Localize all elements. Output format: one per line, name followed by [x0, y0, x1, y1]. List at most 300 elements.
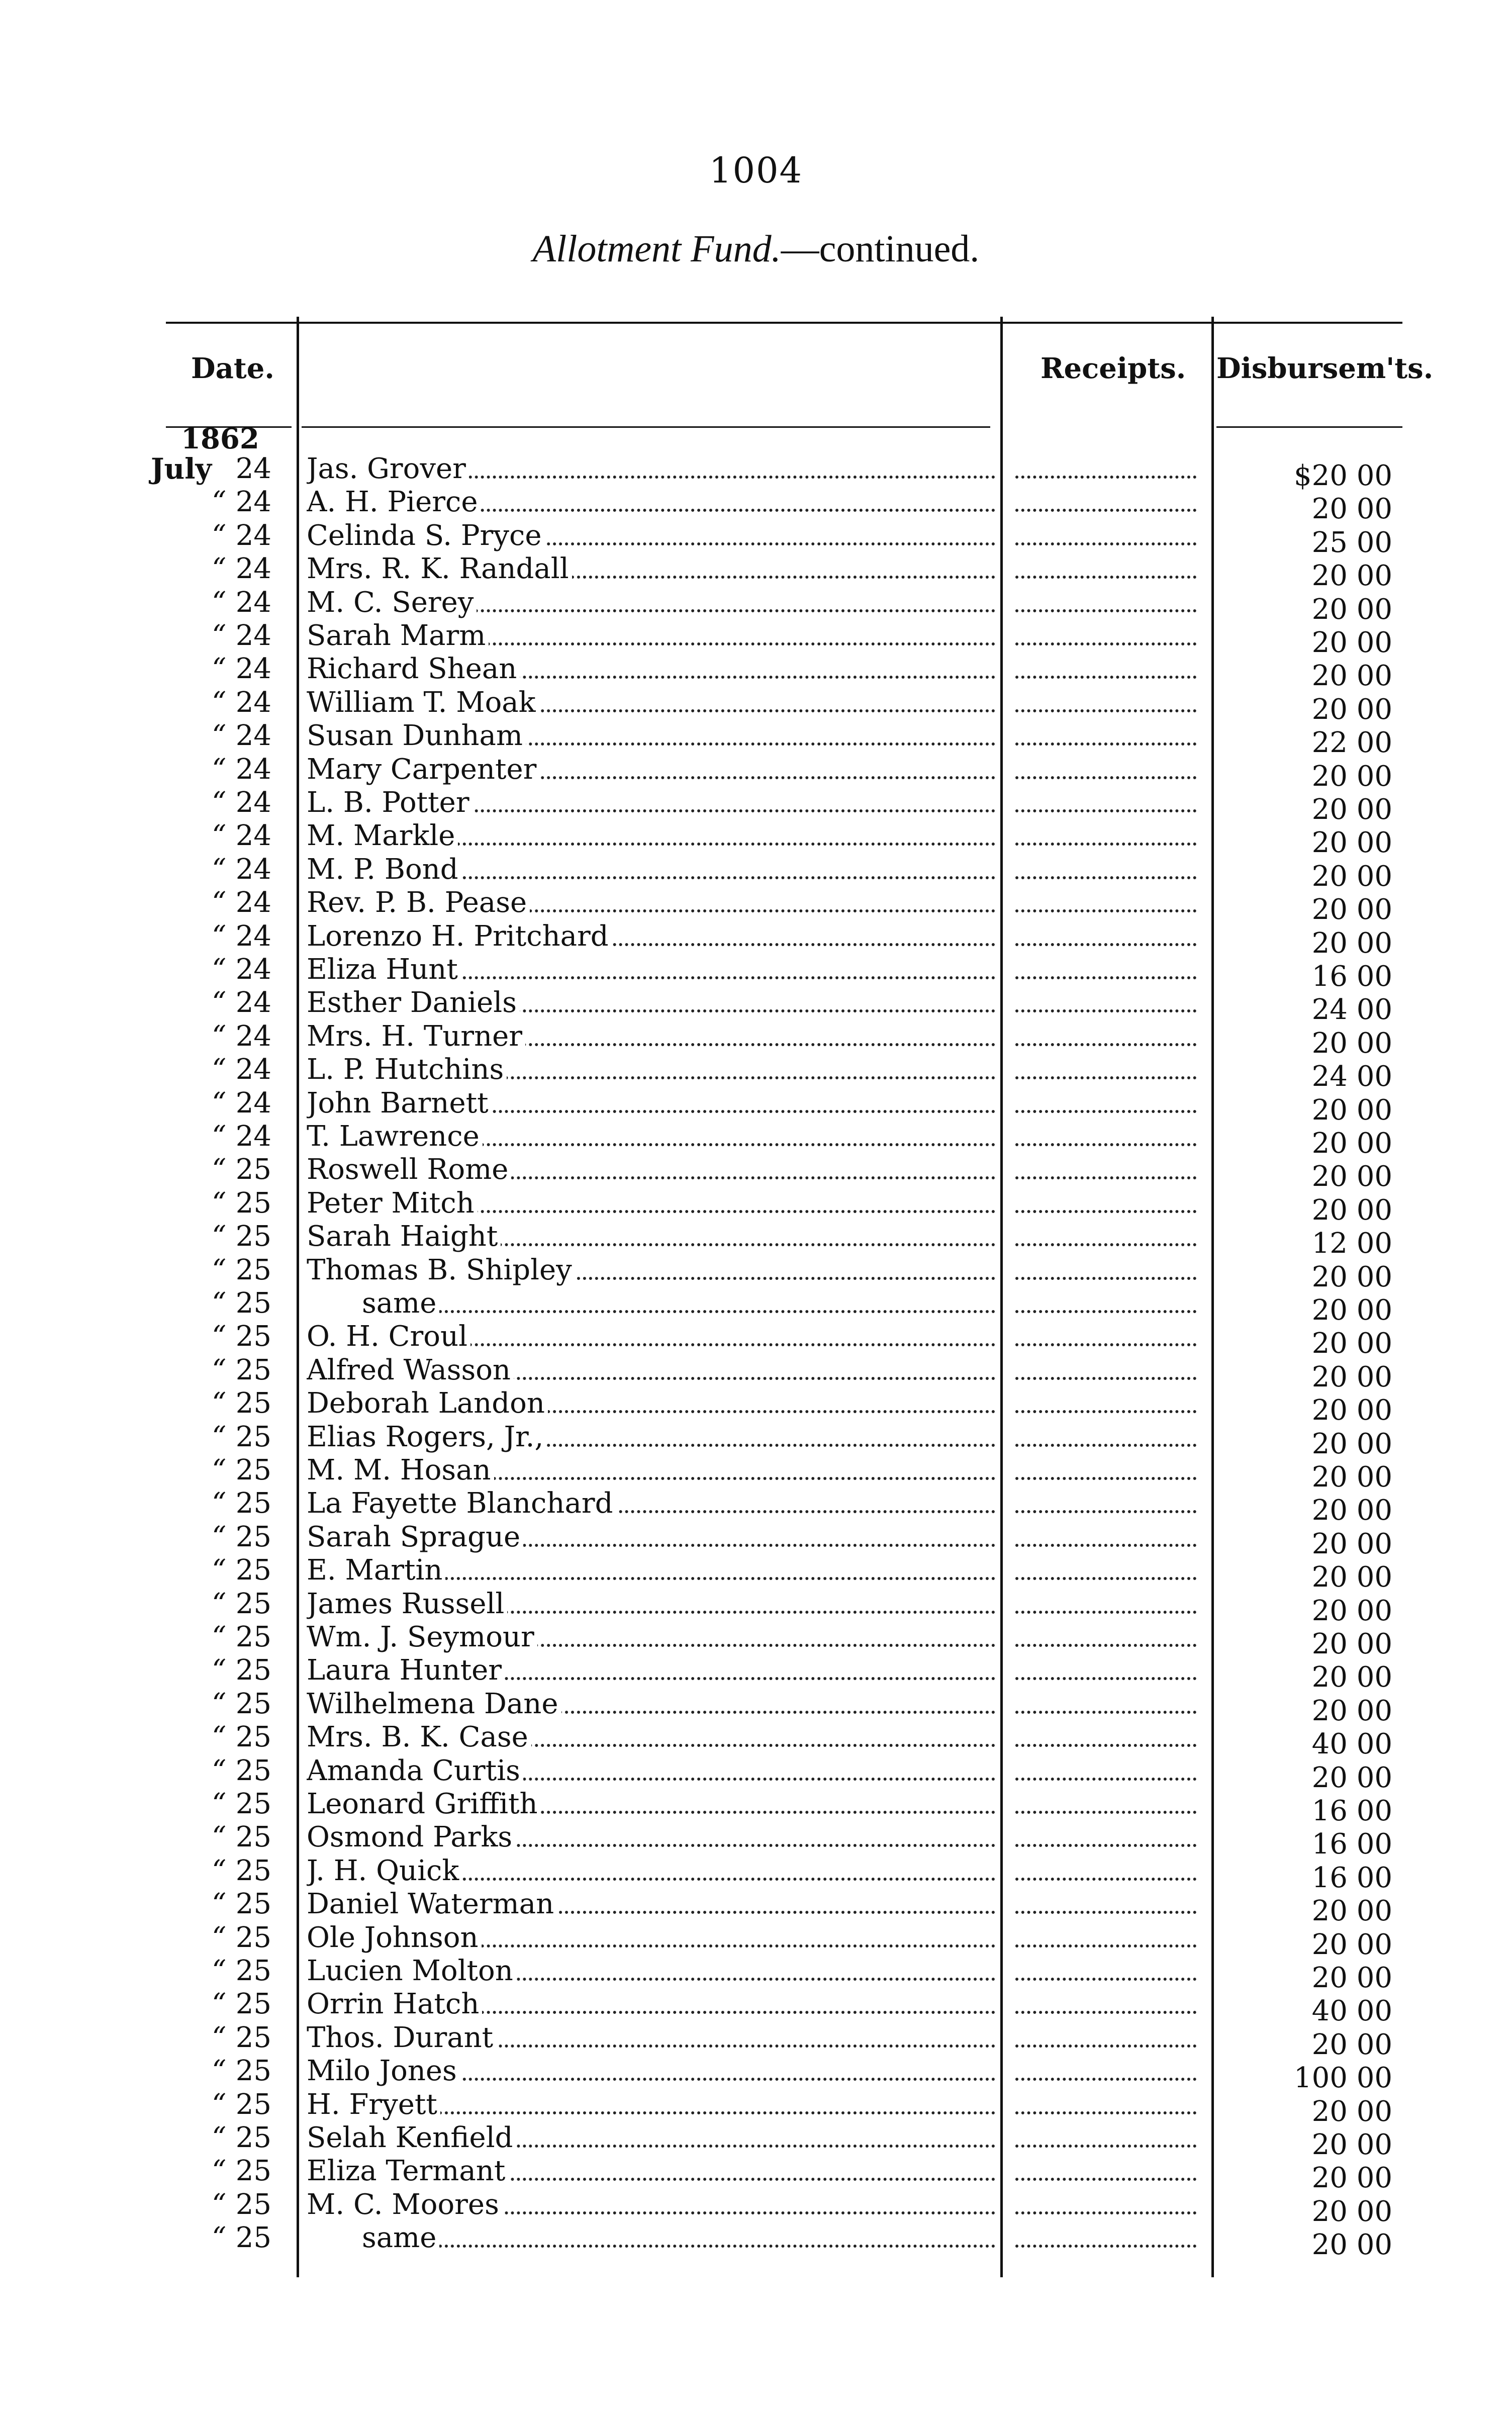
date-cell [151, 1721, 276, 1754]
day-cell: 24 [235, 886, 271, 919]
payee-cell [307, 452, 995, 486]
dot-leader [1015, 609, 1196, 612]
disbursement-amount: 20 00 [1311, 1595, 1392, 1627]
day-cell: 25 [235, 2088, 271, 2121]
month-cell: “ [212, 1454, 226, 1487]
month-cell: “ [212, 786, 226, 819]
payee-name: Roswell Rome [307, 1153, 511, 1186]
disbursement-amount: 20 00 [1311, 760, 1392, 793]
dot-leader [1015, 542, 1196, 545]
receipts-cell [1010, 2055, 1201, 2088]
payee-name: Thos. Durant [307, 2021, 496, 2054]
receipts-cell [1010, 2155, 1201, 2188]
payee-name: M. M. Hosan [307, 1454, 494, 1487]
payee-cell [307, 1287, 995, 1320]
disbursement-cell [1221, 1955, 1402, 1994]
table-row [0, 2121, 1512, 2161]
dot-leader [1015, 1310, 1196, 1313]
receipts-cell [1010, 619, 1201, 653]
payee-name: same [307, 1287, 439, 1320]
table-row [0, 920, 1512, 960]
receipts-cell [1010, 1554, 1201, 1587]
day-cell: 25 [235, 1153, 271, 1186]
month-cell: “ [212, 1354, 226, 1386]
table-row [0, 1754, 1512, 1794]
day-cell: 25 [235, 1220, 271, 1253]
date-cell [151, 619, 276, 653]
payee-name: La Fayette Blanchard [307, 1487, 616, 1520]
day-cell: 25 [235, 2188, 271, 2221]
date-cell [151, 586, 276, 619]
disbursement-cell [1221, 1588, 1402, 1627]
disbursement-cell [1221, 719, 1402, 759]
payee-cell [307, 1955, 995, 1988]
disbursement-cell [1221, 1521, 1402, 1560]
payee-name: Richard Shean [307, 653, 520, 685]
table-row [0, 953, 1512, 993]
month-cell: “ [212, 1588, 226, 1620]
day-cell: 25 [235, 2121, 271, 2154]
disbursement-amount: 25 00 [1311, 526, 1392, 559]
payee-cell [307, 1020, 995, 1053]
table-row [0, 1521, 1512, 1560]
payee-name: Mrs. R. K. Randall [307, 552, 572, 585]
disbursement-amount: 20 00 [1311, 2095, 1392, 2128]
payee-cell [307, 920, 995, 953]
disbursement-amount: 20 00 [1311, 1027, 1392, 1060]
disbursement-cell [1221, 486, 1402, 525]
payee-name: Amanda Curtis [307, 1754, 523, 1787]
month-cell: July [151, 452, 212, 486]
table-row [0, 552, 1512, 592]
disbursement-amount: 20 00 [1311, 693, 1392, 726]
dot-leader [1015, 1076, 1196, 1079]
disbursement-cell [1221, 452, 1402, 492]
payee-cell [307, 2121, 995, 2155]
dot-leader [1015, 1210, 1196, 1213]
receipts-cell [1010, 1487, 1201, 1520]
payee-cell [307, 1654, 995, 1687]
receipts-cell [1010, 653, 1201, 686]
date-cell [151, 2121, 276, 2155]
receipts-cell [1010, 753, 1201, 786]
table-row [0, 1888, 1512, 1927]
disbursement-amount: 20 00 [1311, 1761, 1392, 1794]
disbursement-cell [1221, 1287, 1402, 1327]
day-cell: 25 [235, 2155, 271, 2187]
payee-cell [307, 2155, 995, 2188]
dot-leader [1015, 1911, 1196, 1914]
payee-name: Alfred Wasson [307, 1354, 514, 1386]
disbursement-amount: 20 00 [1311, 1895, 1392, 1927]
receipts-cell [1010, 819, 1201, 853]
date-cell [151, 1287, 276, 1320]
receipts-cell [1010, 1588, 1201, 1621]
disbursement-cell [1221, 1153, 1402, 1193]
disbursement-cell [1221, 1254, 1402, 1293]
payee-cell [307, 1554, 995, 1587]
disbursement-cell [1221, 2155, 1402, 2194]
day-cell: 25 [235, 1454, 271, 1487]
date-cell [151, 1988, 276, 2021]
date-cell [151, 1320, 276, 1353]
payee-cell [307, 1120, 995, 1153]
disbursement-amount: 20 00 [1311, 1294, 1392, 1327]
table-row [0, 1955, 1512, 1994]
date-cell [151, 2155, 276, 2188]
dot-leader [1015, 1477, 1196, 1480]
payee-name: Esther Daniels [307, 986, 520, 1019]
dot-leader [1015, 2178, 1196, 2181]
month-cell: “ [212, 1854, 226, 1887]
day-cell: 24 [235, 452, 271, 485]
payee-cell [307, 953, 995, 986]
month-cell: “ [212, 1287, 226, 1320]
payee-name: Celinda S. Pryce [307, 519, 544, 552]
table-row [0, 1254, 1512, 1293]
month-cell: “ [212, 619, 226, 652]
day-cell: 25 [235, 1187, 271, 1220]
day-cell: 25 [235, 2021, 271, 2054]
receipts-cell [1010, 953, 1201, 986]
day-cell: 25 [235, 1921, 271, 1954]
table-row [0, 2055, 1512, 2094]
table-row [0, 1487, 1512, 1527]
payee-cell [307, 1354, 995, 1387]
receipts-cell [1010, 1988, 1201, 2021]
date-cell [151, 786, 276, 819]
dot-leader [1015, 2211, 1196, 2214]
date-cell [151, 1888, 276, 1921]
table-row [0, 1788, 1512, 1827]
day-cell: 25 [235, 1721, 271, 1753]
day-cell: 25 [235, 2221, 271, 2254]
payee-name: Osmond Parks [307, 1821, 515, 1853]
payee-name: Susan Dunham [307, 719, 526, 752]
table-row [0, 1621, 1512, 1660]
payee-name: A. H. Pierce [307, 486, 481, 518]
table-row [0, 1120, 1512, 1160]
disbursement-cell [1221, 2021, 1402, 2061]
disbursement-amount: 22 00 [1311, 726, 1392, 759]
month-cell: “ [212, 1988, 226, 2020]
table-row [0, 486, 1512, 525]
payee-name: L. P. Hutchins [307, 1053, 507, 1086]
receipts-cell [1010, 1521, 1201, 1554]
disbursement-cell [1221, 1754, 1402, 1794]
payee-name: M. C. Serey [307, 586, 477, 619]
table-row [0, 1287, 1512, 1327]
payee-name: T. Lawrence [307, 1120, 483, 1153]
payee-cell [307, 786, 995, 819]
disbursement-cell [1221, 1354, 1402, 1394]
receipts-cell [1010, 519, 1201, 552]
dot-leader [1015, 576, 1196, 579]
receipts-cell [1010, 2188, 1201, 2221]
disbursement-cell [1221, 1888, 1402, 1927]
payee-cell [307, 1988, 995, 2021]
date-cell [151, 953, 276, 986]
day-cell: 24 [235, 619, 271, 652]
month-cell: “ [212, 1254, 226, 1286]
month-cell: “ [212, 853, 226, 886]
table-row [0, 1354, 1512, 1394]
disbursement-amount: 20 00 [1311, 1261, 1392, 1293]
dot-leader [1015, 1009, 1196, 1012]
disbursement-cell [1221, 2188, 1402, 2228]
disbursement-amount: 20 00 [1311, 2028, 1392, 2061]
day-cell: 24 [235, 819, 271, 852]
payee-cell [307, 986, 995, 1019]
disbursement-cell [1221, 986, 1402, 1026]
dot-leader [1015, 1811, 1196, 1814]
payee-cell [307, 552, 995, 586]
date-cell [151, 2088, 276, 2121]
disbursement-amount: 20 00 [1311, 2229, 1392, 2261]
disbursement-cell [1221, 586, 1402, 626]
day-cell: 24 [235, 920, 271, 953]
table-row [0, 1554, 1512, 1594]
dot-leader [1015, 676, 1196, 679]
receipts-cell [1010, 1955, 1201, 1988]
payee-cell [307, 853, 995, 886]
table-row [0, 1654, 1512, 1694]
dot-leader [1015, 1343, 1196, 1346]
table-row [0, 1421, 1512, 1460]
receipts-cell [1010, 1721, 1201, 1754]
table-row [0, 2221, 1512, 2261]
payee-name: Deborah Landon [307, 1387, 548, 1420]
year-label: 1862 [181, 422, 259, 455]
disbursement-amount: 20 00 [1311, 860, 1392, 893]
disbursement-cell [1221, 552, 1402, 592]
table-row [0, 719, 1512, 759]
disbursement-amount: 20 00 [1311, 1461, 1392, 1494]
table-row [0, 1588, 1512, 1627]
month-cell: “ [212, 653, 226, 685]
month-cell: “ [212, 2155, 226, 2187]
disbursement-cell [1221, 1320, 1402, 1360]
disbursement-amount: 20 00 [1311, 1127, 1392, 1160]
table-row [0, 1854, 1512, 1894]
disbursement-cell [1221, 2121, 1402, 2161]
disbursement-amount: 20 00 [1311, 1962, 1392, 1994]
payee-cell [307, 1153, 995, 1186]
month-cell: “ [212, 1654, 226, 1687]
payee-name: Laura Hunter [307, 1654, 505, 1687]
day-cell: 25 [235, 2055, 271, 2087]
payee-cell [307, 1220, 995, 1253]
receipts-cell [1010, 1320, 1201, 1353]
disbursement-cell [1221, 1187, 1402, 1227]
day-cell: 25 [235, 1955, 271, 1987]
dot-leader [1015, 943, 1196, 946]
table-row [0, 1387, 1512, 1427]
dot-leader [1015, 1744, 1196, 1747]
disbursement-amount: 20 00 [1311, 1528, 1392, 1560]
month-cell: “ [212, 1387, 226, 1420]
payee-name: Peter Mitch [307, 1187, 478, 1220]
month-cell: “ [212, 1320, 226, 1353]
table-row [0, 786, 1512, 826]
day-cell: 24 [235, 953, 271, 986]
payee-name: M. C. Moores [307, 2188, 502, 2221]
disbursement-amount: 16 00 [1311, 1862, 1392, 1894]
day-cell: 25 [235, 1788, 271, 1820]
disbursement-cell [1221, 886, 1402, 926]
receipts-cell [1010, 1153, 1201, 1186]
disbursement-cell [1221, 853, 1402, 893]
payee-cell [307, 2088, 995, 2121]
dot-leader [1015, 843, 1196, 846]
month-cell: “ [212, 2021, 226, 2054]
day-cell: 24 [235, 986, 271, 1019]
month-cell: “ [212, 519, 226, 552]
day-cell: 25 [235, 1320, 271, 1353]
payee-cell [307, 1821, 995, 1854]
date-cell [151, 719, 276, 753]
receipts-cell [1010, 786, 1201, 819]
page-title [0, 227, 1512, 271]
dot-leader [1015, 1243, 1196, 1246]
receipts-cell [1010, 1053, 1201, 1086]
disbursement-cell [1221, 686, 1402, 726]
day-cell: 25 [235, 1588, 271, 1620]
receipts-cell [1010, 486, 1201, 519]
disbursement-cell [1221, 1854, 1402, 1894]
receipts-cell [1010, 1654, 1201, 1687]
disbursement-cell [1221, 1988, 1402, 2027]
table-row [0, 1020, 1512, 1060]
disbursement-cell [1221, 2088, 1402, 2128]
payee-cell [307, 486, 995, 519]
payee-cell [307, 1688, 995, 1721]
dot-leader [1015, 876, 1196, 879]
date-cell [151, 886, 276, 919]
payee-name: Sarah Marm [307, 619, 489, 652]
table-row [0, 519, 1512, 559]
payee-cell [307, 1788, 995, 1821]
day-cell: 24 [235, 786, 271, 819]
day-cell: 24 [235, 853, 271, 886]
day-cell: 25 [235, 1387, 271, 1420]
date-cell [151, 986, 276, 1019]
disbursement-amount: 20 00 [1311, 493, 1392, 525]
month-cell: “ [212, 2221, 226, 2254]
month-cell: “ [212, 1120, 226, 1153]
disbursement-amount: 20 00 [1311, 1094, 1392, 1127]
receipts-cell [1010, 920, 1201, 953]
disbursement-cell [1221, 1554, 1402, 1594]
month-cell: “ [212, 1921, 226, 1954]
payee-name: Thomas B. Shipley [307, 1254, 575, 1286]
month-cell: “ [212, 2188, 226, 2221]
payee-name: Leonard Griffith [307, 1788, 541, 1820]
day-cell: 24 [235, 519, 271, 552]
header-date: Date. [191, 352, 274, 385]
day-cell: 24 [235, 586, 271, 619]
table-row [0, 1220, 1512, 1260]
day-cell: 24 [235, 1087, 271, 1120]
table-row [0, 819, 1512, 859]
dot-leader [1015, 476, 1196, 479]
disbursement-cell [1221, 1387, 1402, 1427]
table-row [0, 753, 1512, 793]
payee-name: Mary Carpenter [307, 753, 539, 786]
dot-leader [1015, 1577, 1196, 1580]
date-cell [151, 2221, 276, 2255]
table-row [0, 686, 1512, 726]
month-cell: “ [212, 2121, 226, 2154]
month-cell: “ [212, 1788, 226, 1820]
disbursement-cell [1221, 920, 1402, 960]
month-cell: “ [212, 1220, 226, 1253]
receipts-cell [1010, 1421, 1201, 1454]
disbursement-amount: 20 00 [1311, 1695, 1392, 1727]
disbursement-amount: 40 00 [1311, 1728, 1392, 1760]
disbursement-cell [1221, 1688, 1402, 1727]
table-row [0, 853, 1512, 893]
dot-leader [1015, 1844, 1196, 1847]
disbursement-amount: 20 00 [1311, 660, 1392, 692]
dot-leader [1015, 1043, 1196, 1046]
disbursement-cell [1221, 1020, 1402, 1060]
payee-cell [307, 2055, 995, 2088]
day-cell: 25 [235, 1287, 271, 1320]
payee-name: Wm. J. Seymour [307, 1621, 537, 1653]
payee-cell [307, 2221, 995, 2255]
payee-cell [307, 653, 995, 686]
disbursement-cell [1221, 1053, 1402, 1093]
day-cell: 25 [235, 1688, 271, 1720]
date-cell [151, 2188, 276, 2221]
day-cell: 25 [235, 1654, 271, 1687]
dot-leader [1015, 1110, 1196, 1113]
disbursement-amount: 20 00 [1311, 1194, 1392, 1227]
month-cell: “ [212, 1487, 226, 1520]
receipts-cell [1010, 452, 1201, 486]
month-cell: “ [212, 586, 226, 619]
payee-name: Rev. P. B. Pease [307, 886, 530, 919]
payee-cell [307, 1754, 995, 1788]
payee-name: Lucien Molton [307, 1955, 516, 1987]
dot-leader [1015, 1611, 1196, 1614]
payee-name: H. Fryett [307, 2088, 440, 2121]
table-row [0, 1153, 1512, 1193]
table-row [0, 1187, 1512, 1227]
payee-cell [307, 686, 995, 719]
month-cell: “ [212, 486, 226, 518]
month-cell: “ [212, 986, 226, 1019]
disbursement-cell [1221, 1621, 1402, 1660]
payee-name: Wilhelmena Dane [307, 1688, 561, 1720]
disbursement-amount: 24 00 [1311, 993, 1392, 1026]
table-row [0, 619, 1512, 659]
dot-leader [1015, 1544, 1196, 1547]
payee-cell [307, 1254, 995, 1287]
payee-cell [307, 819, 995, 853]
disbursement-cell [1221, 653, 1402, 692]
date-cell [151, 1220, 276, 1253]
date-cell [151, 853, 276, 886]
date-cell [151, 552, 276, 586]
receipts-cell [1010, 1187, 1201, 1220]
date-cell [151, 1421, 276, 1454]
disbursement-amount: 20 00 [1311, 1160, 1392, 1193]
payee-cell [307, 886, 995, 919]
payee-cell [307, 1053, 995, 1086]
disbursement-cell [1221, 619, 1402, 659]
